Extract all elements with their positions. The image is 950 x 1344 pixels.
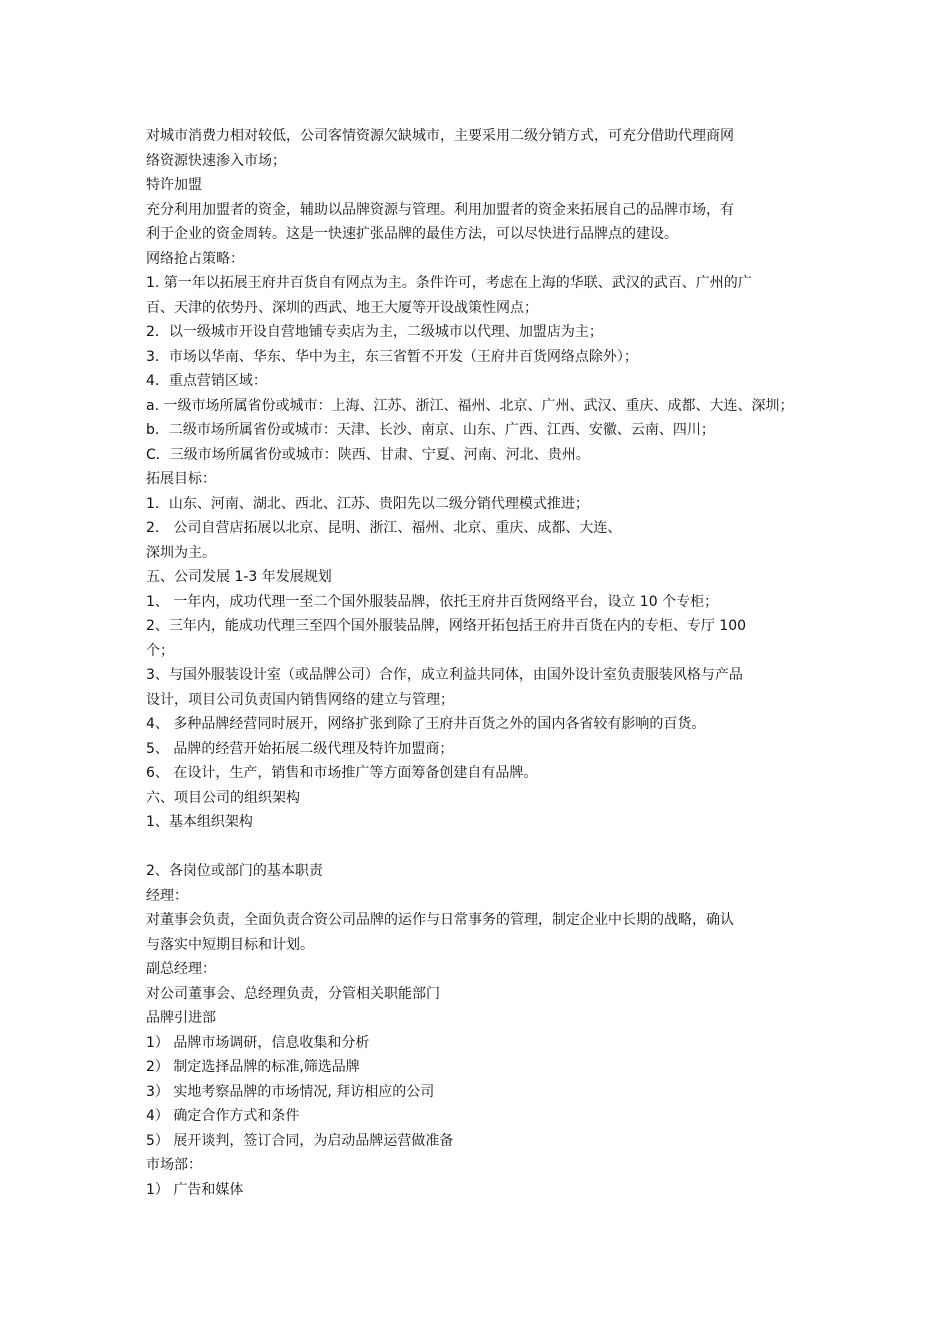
text-line: 充分利用加盟者的资金，辅助以品牌资源与管理。利用加盟者的资金来拓展自己的品牌市场，有	[146, 201, 734, 218]
list-item: b．二级市场所属省份或城市：天津、长沙、南京、山东、广西、江西、安徽、云南、四川；	[146, 422, 715, 438]
list-item: 3．市场以华南、华东、华中为主，东三省暂不开发（王府井百货网络点除外）；	[146, 348, 638, 365]
role-heading: 副总经理：	[146, 961, 216, 977]
list-item: 5） 展开谈判，签订合同，为启动品牌运营做准备	[146, 1132, 454, 1149]
section-heading: 特许加盟	[146, 177, 202, 193]
list-item: 3、与国外服装设计室（或品牌公司）合作，成立利益共同体，由国外设计室负责服装风格与产品	[146, 667, 743, 683]
list-item: 2） 制定选择品牌的标准,筛选品牌	[146, 1059, 360, 1075]
list-item: 5、 品牌的经营开始拓展二级代理及特许加盟商；	[146, 740, 454, 757]
document-body	[146, 124, 816, 1202]
list-item: 4、 多种品牌经营同时展开，网络扩张到除了王府井百货之外的国内各省较有影响的百货。	[146, 716, 706, 732]
blank-line	[146, 835, 816, 860]
list-item: 4．重点营销区域：	[146, 373, 267, 389]
list-item: 1. 第一年以拓展王府井百货自有网点为主。条件许可，考虑在上海的华联、武汉的武百、广州的广	[146, 275, 752, 291]
role-heading: 经理：	[146, 887, 188, 904]
role-heading: 市场部：	[146, 1157, 202, 1173]
list-item: 3） 实地考察品牌的市场情况, 拜访相应的公司	[146, 1083, 435, 1100]
list-item: 1） 品牌市场调研，信息收集和分析	[146, 1034, 370, 1051]
role-heading: 品牌引进部	[146, 1010, 216, 1026]
list-item: a. 一级市场所属省份或城市：上海、江苏、浙江、福州、北京、广州、武汉、重庆、成都、大连、深圳；	[146, 397, 794, 414]
text-line: 深圳为主。	[146, 544, 216, 561]
list-item: 2． 公司自营店拓展以北京、昆明、浙江、福州、北京、重庆、成都、大连、	[146, 520, 622, 536]
text-line: 对城市消费力相对较低，公司客情资源欠缺城市，主要采用二级分销方式，可充分借助代理商网	[146, 128, 734, 144]
subsection-heading: 2、各岗位或部门的基本职责	[146, 863, 323, 879]
list-item: 2．以一级城市开设自营地铺专卖店为主，二级城市以代理、加盟店为主；	[146, 324, 603, 340]
section-heading: 网络抢占策略：	[146, 250, 244, 267]
list-item: 2、三年内，能成功代理三至四个国外服装品牌，网络开拓包括王府井百货在内的专柜、专厅 100	[146, 618, 747, 634]
text-line: 与落实中短期目标和计划。	[146, 936, 314, 953]
text-line: 百、天津的依势丹、深圳的西武、地王大厦等开设战策性网点；	[146, 299, 538, 316]
list-item: 1） 广告和媒体	[146, 1181, 244, 1198]
subsection-heading: 1、基本组织架构	[146, 814, 253, 830]
text-line: 对公司董事会、总经理负责，分管相关职能部门	[146, 985, 440, 1002]
list-item: 6、 在设计，生产，销售和市场推广等方面筹备创建自有品牌。	[146, 765, 538, 781]
text-line: 设计，项目公司负责国内销售网络的建立与管理；	[146, 691, 454, 708]
section-heading: 五、公司发展 1-3 年发展规划	[146, 569, 332, 585]
list-item: C．三级市场所属省份或城市：陕西、甘肃、宁夏、河南、河北、贵州。	[146, 446, 590, 463]
section-heading: 拓展目标：	[146, 471, 216, 487]
section-heading: 六、项目公司的组织架构	[146, 789, 300, 806]
list-item: 1．山东、河南、湖北、西北、江苏、贵阳先以二级分销代理模式推进；	[146, 495, 589, 512]
list-item: 1、 一年内，成功代理一至二个国外服装品牌，依托王府井百货网络平台，设立 10 个专柜；	[146, 593, 719, 610]
text-line: 络资源快速渗入市场；	[146, 152, 286, 169]
text-line: 对董事会负责，全面负责合资公司品牌的运作与日常事务的管理，制定企业中长期的战略，确认	[146, 912, 734, 928]
text-line: 利于企业的资金周转。这是一快速扩张品牌的最佳方法，可以尽快进行品牌点的建设。	[146, 226, 678, 242]
list-item: 4） 确定合作方式和条件	[146, 1108, 300, 1124]
text-line: 个；	[146, 642, 174, 659]
